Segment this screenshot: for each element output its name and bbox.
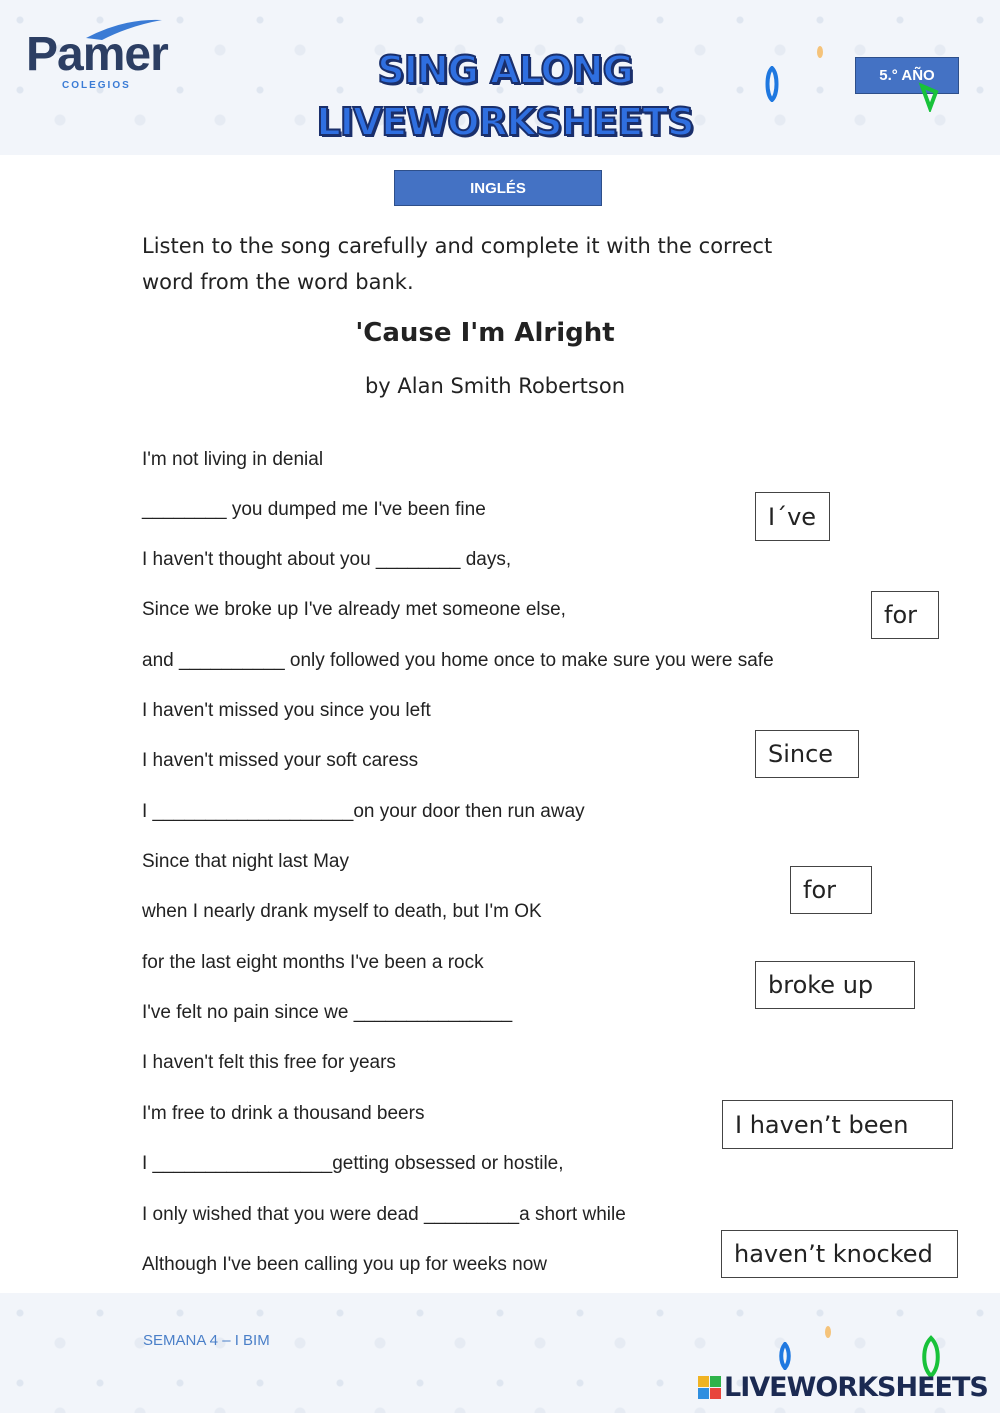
word-bank-item[interactable]: broke up: [755, 961, 915, 1009]
lyric-line: Since that night last May: [142, 851, 349, 872]
lyric-line: I haven't thought about you ________ days,: [142, 549, 512, 570]
word-bank-item[interactable]: I´ve: [755, 492, 830, 541]
lyric-line: I ___________________on your door then run away: [142, 801, 585, 822]
song-title: 'Cause I'm Alright: [355, 318, 615, 348]
lyric-line: I haven't missed your soft caress: [142, 750, 419, 771]
lyric-line: I _________________getting obsessed or hostile,: [142, 1153, 564, 1174]
lyric-line: ________ you dumped me I've been fine: [142, 499, 486, 520]
word-bank-item[interactable]: Since: [755, 730, 859, 778]
liveworksheets-logo: [698, 1372, 988, 1403]
lyric-line: I only wished that you were dead _________a short while: [142, 1204, 626, 1225]
instructions-line1: Listen to the song carefully and complete it with the correct: [142, 234, 773, 258]
logo-subtitle: COLEGIOS: [62, 80, 131, 91]
logo-swoosh-icon: [84, 18, 164, 42]
lyric-line: when I nearly drank myself to death, but I'm OK: [142, 901, 542, 922]
dot-orange-icon: [816, 44, 824, 60]
word-bank-item[interactable]: for: [871, 591, 939, 639]
logo-word: Pamer: [26, 28, 168, 81]
instructions: [142, 228, 842, 300]
lyric-line: I'm not living in denial: [142, 449, 324, 470]
lyric-line: and __________ only followed you home once to make sure you were safe: [142, 650, 774, 671]
subject-badge: INGLÉS: [394, 170, 602, 206]
word-bank-item[interactable]: I haven’t been: [722, 1100, 953, 1149]
crayon-blue-icon: [778, 1342, 792, 1370]
school-logo: [26, 30, 168, 91]
liveworksheets-icon: [698, 1376, 721, 1399]
page-title-line1: SING ALONG: [377, 48, 633, 92]
crayon-blue-icon: [764, 66, 780, 102]
word-bank-item[interactable]: for: [790, 866, 872, 914]
instructions-line2: word from the word bank.: [142, 270, 414, 294]
word-bank-item[interactable]: haven’t knocked: [721, 1230, 958, 1278]
page-title-line2: LIVEWORKSHEETS: [316, 100, 694, 144]
lyric-line: I'm free to drink a thousand beers: [142, 1103, 425, 1124]
lyric-line: Although I've been calling you up for weeks now: [142, 1254, 547, 1275]
dot-orange-icon: [824, 1324, 832, 1340]
song-author: by Alan Smith Robertson: [364, 374, 626, 398]
lyric-line: Since we broke up I've already met someone else,: [142, 599, 566, 620]
crayon-green-icon: [918, 82, 940, 112]
liveworksheets-wordmark: LIVEWORKSHEETS: [724, 1372, 988, 1403]
lyric-line: for the last eight months I've been a rock: [142, 952, 484, 973]
lyric-line: I haven't missed you since you left: [142, 700, 431, 721]
lyric-line: I've felt no pain since we _______________: [142, 1002, 513, 1023]
lyric-line: I haven't felt this free for years: [142, 1052, 396, 1073]
week-label: SEMANA 4 – I BIM: [143, 1332, 270, 1349]
grade-badge: 5.° AÑO: [855, 57, 959, 94]
